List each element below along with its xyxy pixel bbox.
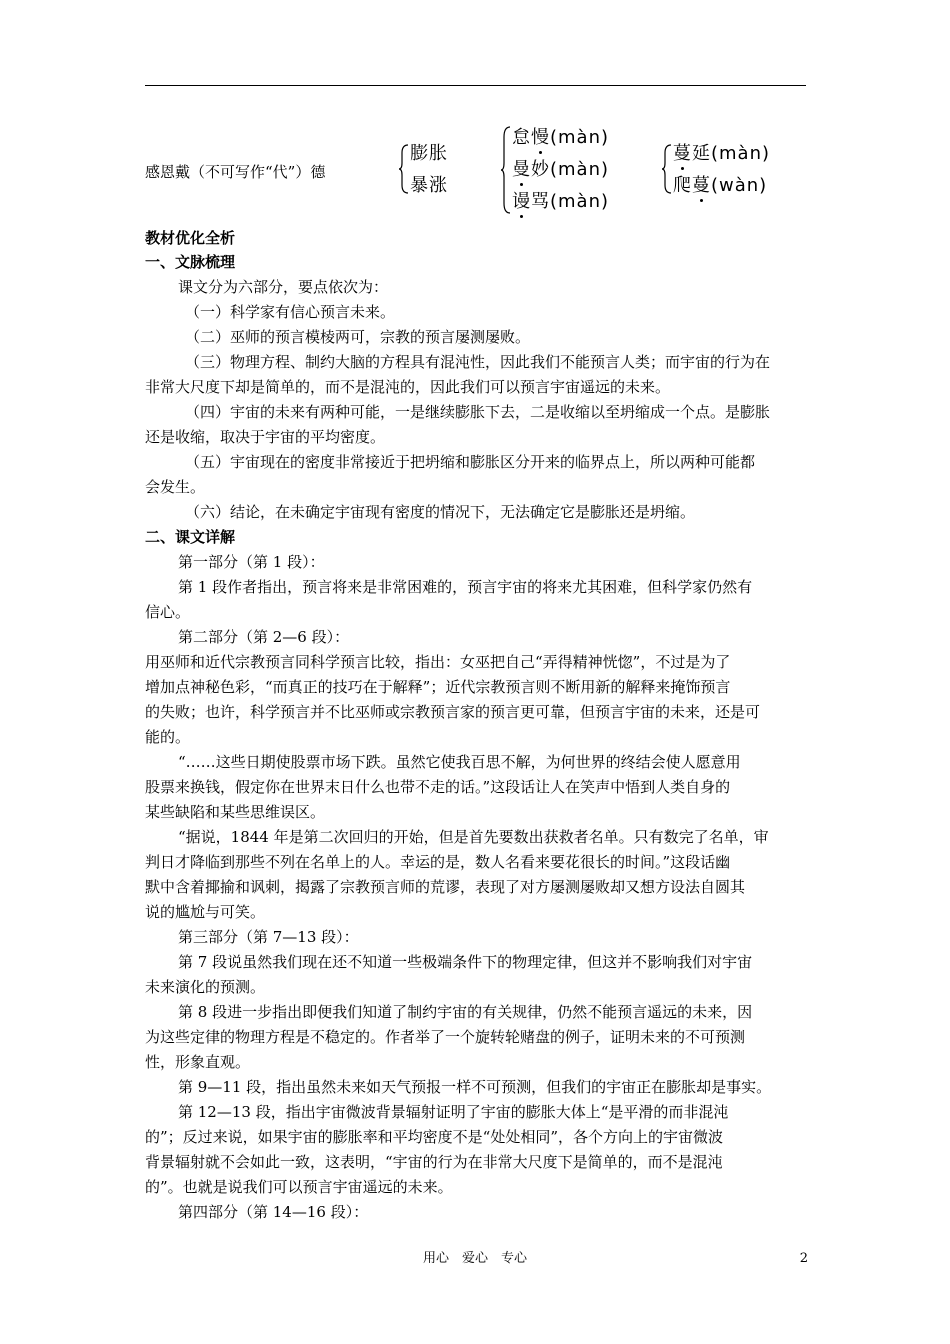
- word-col1-item: 暴涨: [410, 175, 448, 196]
- paragraph-line: 第二部分（第 2—6 段）：: [178, 628, 350, 646]
- paragraph-line: （五）宇宙现在的密度非常接近于把坍缩和膨胀区分开来的临界点上，所以两种可能都: [185, 453, 756, 471]
- paragraph-line: 未来演化的预测。: [145, 978, 266, 996]
- page-number: 2: [799, 1251, 808, 1266]
- left-brace-icon: [500, 125, 512, 215]
- paragraph-line: 非常大尺度下却是简单的，而不是混沌的，因此我们可以预言宇宙遥远的未来。: [145, 378, 671, 396]
- paragraph-line: 第三部分（第 7—13 段）：: [178, 928, 359, 946]
- paragraph-line: 股票来换钱，假定你在世界末日什么也带不走的话。”这段话让人在笑声中悟到人类自身的: [145, 778, 731, 796]
- paragraph-line: 会发生。: [145, 478, 206, 496]
- paragraph-line: 第 1 段作者指出，预言将来是非常困难的，预言宇宙的将来尤其困难，但科学家仍然有: [178, 578, 753, 596]
- paragraph-line: 第 12—13 段，指出宇宙微波背景辐射证明了宇宙的膨胀大体上“是平滑的而非混沌: [178, 1103, 729, 1121]
- word-col2-item: 谩骂(màn): [512, 191, 610, 212]
- main-heading: 教材优化全析: [145, 229, 236, 247]
- paragraph-line: （六）结论，在未确定宇宙现有密度的情况下，无法确定它是膨胀还是坍缩。: [185, 503, 696, 521]
- paragraph-line: 的失败；也许，科学预言并不比巫师或宗教预言家的预言更可靠，但预言宇宙的未来，还是可: [145, 703, 761, 721]
- paragraph-line: 性，形象直观。: [145, 1053, 251, 1071]
- footer-slogan: 用心 爱心 专心: [422, 1251, 527, 1266]
- word-col3-item: 蔓延(màn): [673, 143, 771, 164]
- paragraph-line: 的”。也就是说我们可以预言宇宙遥远的未来。: [145, 1178, 453, 1196]
- section-heading: 一、文脉梳理: [145, 253, 236, 271]
- paragraph-line: 能的。: [145, 728, 191, 746]
- paragraph-line: “据说，1844 年是第二次回归的开始，但是首先要数出获救者名单。只有数完了名单，审: [178, 828, 769, 846]
- paragraph-line: 说的尴尬与可笑。: [145, 903, 266, 921]
- paragraph-line: 为这些定律的物理方程是不稳定的。作者举了一个旋转轮赌盘的例子，证明未来的不可预测: [145, 1028, 746, 1046]
- paragraph-line: （三）物理方程、制约大脑的方程具有混沌性，因此我们不能预言人类；而宇宙的行为在: [185, 353, 771, 371]
- word-col3-item: 爬蔓(wàn): [673, 175, 768, 196]
- paragraph-line: （一）科学家有信心预言未来。: [185, 303, 396, 321]
- word-col2-item: 曼妙(màn): [512, 159, 610, 180]
- left-brace-icon: [661, 143, 673, 195]
- header-rule: [145, 85, 806, 86]
- paragraph-line: 课文分为六部分，要点依次为：: [178, 278, 389, 296]
- left-brace-icon: [398, 143, 410, 195]
- word-col1-item: 膨胀: [410, 143, 448, 164]
- paragraph-line: 某些缺陷和某些思维误区。: [145, 803, 326, 821]
- paragraph-line: “……这些日期使股票市场下跌。虽然它使我百思不解，为何世界的终结会使人愿意用: [178, 753, 741, 771]
- paragraph-line: （四）宇宙的未来有两种可能，一是继续膨胀下去，二是收缩以至坍缩成一个点。是膨胀: [185, 403, 771, 421]
- word-col2-item: 怠慢(màn): [512, 127, 610, 148]
- section-heading: 二、课文详解: [145, 528, 236, 546]
- paragraph-line: 第 8 段进一步指出即便我们知道了制约宇宙的有关规律，仍然不能预言遥远的未来，因: [178, 1003, 753, 1021]
- paragraph-line: 第四部分（第 14—16 段）：: [178, 1203, 369, 1221]
- paragraph-line: 用巫师和近代宗教预言同科学预言比较，指出：女巫把自己“弄得精神恍惚”，不过是为了: [145, 653, 731, 671]
- paragraph-line: 第 9—11 段，指出虽然未来如天气预报一样不可预测，但我们的宇宙正在膨胀却是事实。: [178, 1078, 772, 1096]
- paragraph-line: 第一部分（第 1 段）：: [178, 553, 325, 571]
- paragraph-line: 判日才降临到那些不列在名单上的人。幸运的是，数人名看来要花很长的时间。”这段话幽: [145, 853, 731, 871]
- paragraph-line: 的”；反过来说，如果宇宙的膨胀率和平均密度不是“处处相同”，各个方向上的宇宙微波: [145, 1128, 724, 1146]
- paragraph-line: （二）巫师的预言模棱两可，宗教的预言屡测屡败。: [185, 328, 531, 346]
- paragraph-line: 背景辐射就不会如此一致，这表明，“宇宙的行为在非常大尺度下是简单的，而不是混沌: [145, 1153, 723, 1171]
- paragraph-line: 第 7 段说虽然我们现在还不知道一些极端条件下的物理定律，但这并不影响我们对宇宙: [178, 953, 753, 971]
- paragraph-line: 还是收缩，取决于宇宙的平均密度。: [145, 428, 386, 446]
- word-intro: 感恩戴（不可写作“代”）德: [145, 163, 326, 181]
- paragraph-line: 默中含着揶揄和讽刺，揭露了宗教预言师的荒谬，表现了对方屡测屡败却又想方设法自圆其: [145, 878, 746, 896]
- paragraph-line: 增加点神秘色彩，“而真正的技巧在于解释”；近代宗教预言则不断用新的解释来掩饰预言: [145, 678, 731, 696]
- paragraph-line: 信心。: [145, 603, 191, 621]
